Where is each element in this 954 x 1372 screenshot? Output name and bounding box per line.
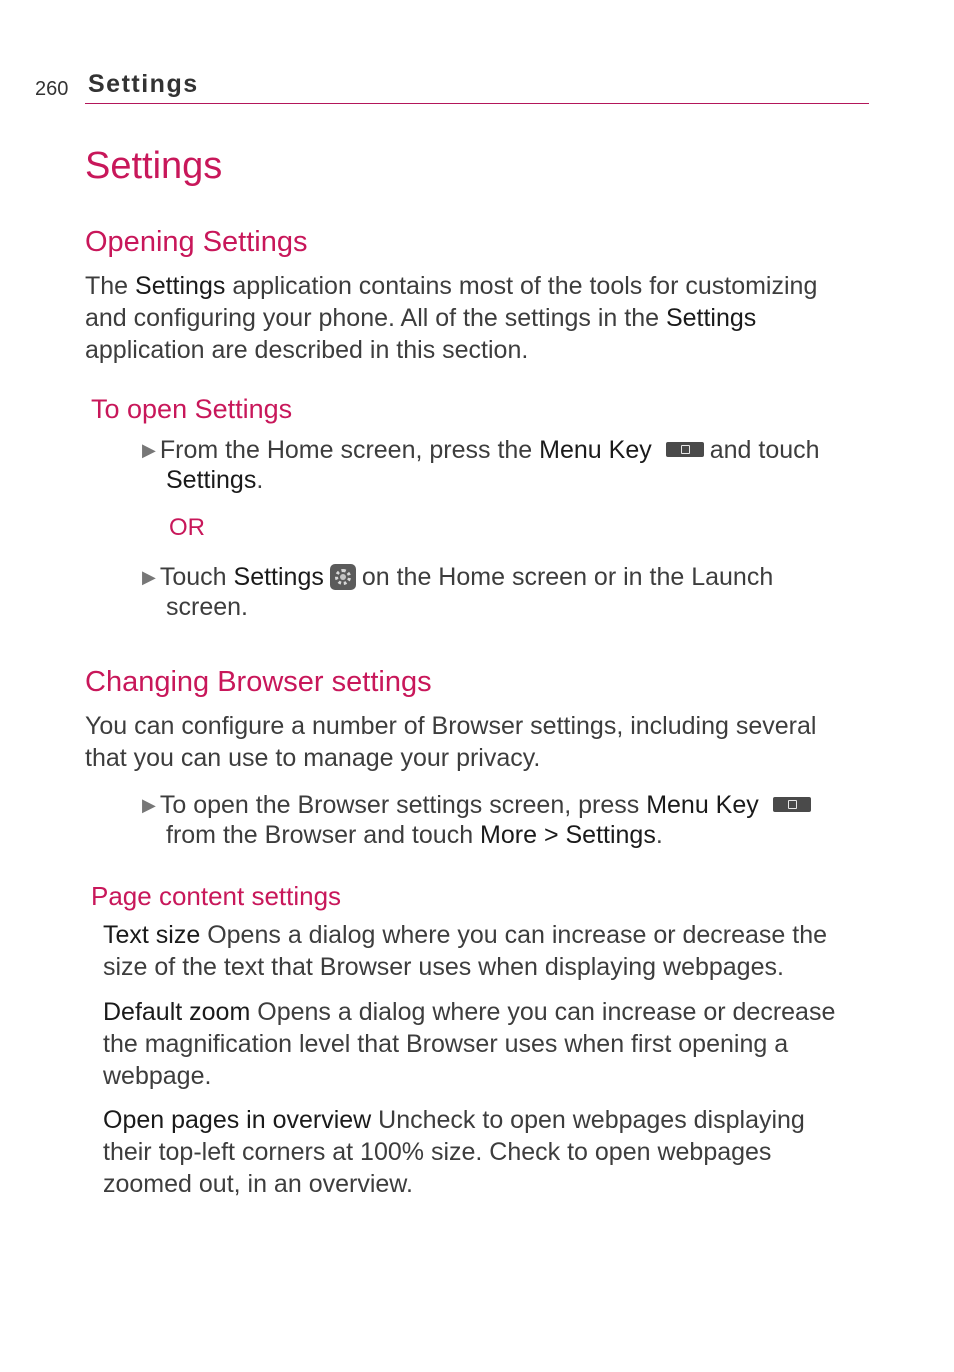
subheading-page-content: Page content settings xyxy=(91,881,342,911)
page-number: 260 xyxy=(35,78,69,100)
header-rule xyxy=(85,103,869,104)
or-separator: OR xyxy=(169,514,205,541)
running-header: Settings xyxy=(88,70,199,98)
subheading-to-open: To open Settings xyxy=(91,394,293,424)
menu-key-icon xyxy=(773,797,811,812)
opening-paragraph xyxy=(85,270,875,366)
setting-term: Default zoom xyxy=(103,998,251,1026)
opening-line-1: The Settings application contains most of the tools for customizing xyxy=(85,272,818,300)
section-heading-browser: Changing Browser settings xyxy=(85,666,432,698)
section-heading-opening: Opening Settings xyxy=(85,226,308,258)
step-touch-settings-cont: screen. xyxy=(166,593,248,621)
settings-gear-icon xyxy=(330,564,356,590)
setting-default-zoom: Default zoom Opens a dialog where you can increase or decrease the magnification level that Browser uses when first opening a webpage. xyxy=(103,998,836,1090)
browser-paragraph xyxy=(85,710,875,774)
setting-open-pages-overview: Open pages in overview Uncheck to open webpages displaying their top-left corners at 100% size. Check to open webpages zoomed out, in an overview. xyxy=(103,1106,805,1198)
setting-term: Open pages in overview xyxy=(103,1106,372,1134)
step-browser-settings: ▶ To open the Browser settings screen, press Menu Key xyxy=(142,790,817,820)
bullet-arrow-icon: ▶ xyxy=(142,440,156,460)
opening-line-3: application are described in this section. xyxy=(85,336,529,364)
setting-text-size: Text size Opens a dialog where you can increase or decrease the size of the text that Browser uses when displaying webpages. xyxy=(103,921,828,981)
bullet-arrow-icon: ▶ xyxy=(142,795,156,815)
menu-key-icon xyxy=(666,442,704,457)
setting-term: Text size xyxy=(103,921,201,949)
bullet-arrow-icon: ▶ xyxy=(142,567,156,587)
step-touch-settings: ▶ Touch Settings on the Home screen or in the Launch xyxy=(142,563,774,591)
browser-line-2: that you can use to manage your privacy. xyxy=(85,744,541,772)
opening-line-2: and configuring your phone. All of the settings in the Settings xyxy=(85,304,757,332)
step-menu-key-cont: Settings. xyxy=(166,466,264,494)
browser-line-1: You can configure a number of Browser settings, including several xyxy=(85,712,817,740)
step-menu-key: ▶ From the Home screen, press the Menu Key and touch xyxy=(142,436,820,464)
page-title: Settings xyxy=(85,145,223,187)
step-browser-settings-cont: from the Browser and touch More > Settings. xyxy=(166,821,663,849)
